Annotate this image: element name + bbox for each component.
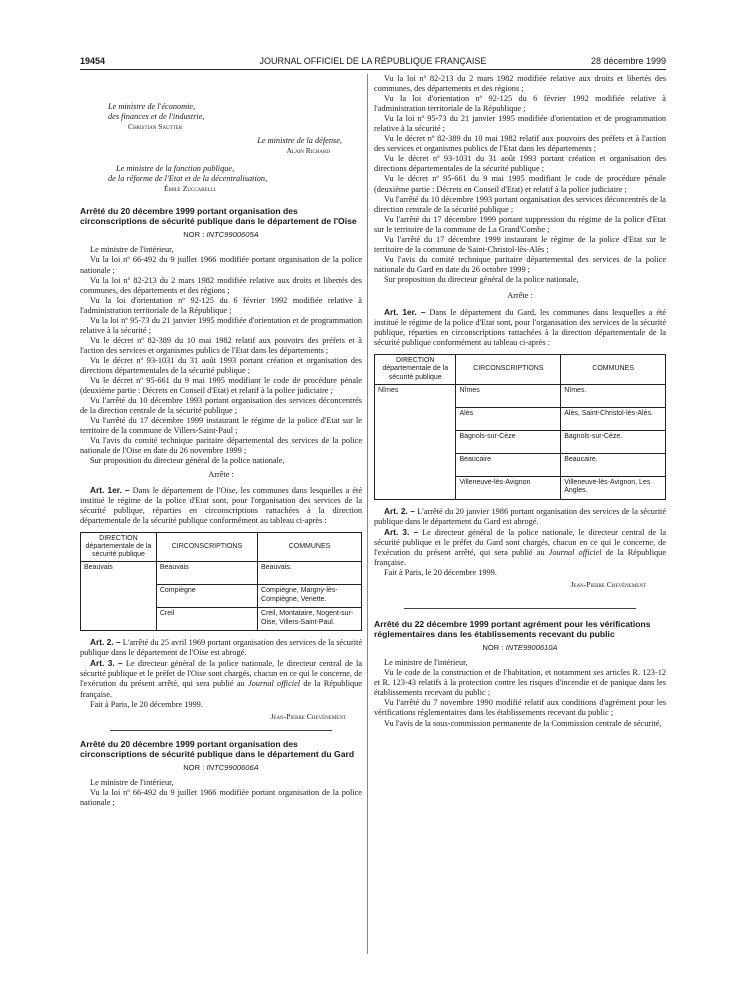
circonscription-cell: Bagnols-sur-Cèze xyxy=(456,430,561,453)
direction-cell: Nîmes xyxy=(375,384,456,499)
signature-block-economie xyxy=(80,102,362,132)
article-1: Art. 1er. – Dans le département du Gard, les communes dans lesquelles a été institué le régime de la police d'Etat sont, pour l'organisation des services de la sécurité publique, réparties en circonscriptions rattachées à la direction départementale de la sécurité publique conformément au tableau ci-après : xyxy=(374,307,666,348)
circonscription-cell: Beauvais xyxy=(156,562,257,585)
communes-cell: Compiègne, Margny-lès-Compiègne, Venette. xyxy=(258,585,362,608)
circonscription-cell: Beaucaire xyxy=(456,453,561,476)
visa-paragraph: Vu le décret nº 95-661 du 9 mai 1995 modifiant le code de procédure pénale (deuxième partie : Décrets en Conseil d'Etat) et relatif à la police judiciaire ; xyxy=(80,376,362,396)
signatory-name: Jean-Pierre Chevènement xyxy=(270,711,346,721)
right-column xyxy=(374,74,666,729)
fait-a-paris: Fait à Paris, le 20 décembre 1999. xyxy=(384,568,497,578)
column-header-circonscriptions: CIRCONSCRIPTIONS xyxy=(456,355,561,385)
signature-title: des finances et de l'industrie, xyxy=(108,112,205,122)
signature-block-defense xyxy=(80,136,362,156)
signature-block-fonction-publique xyxy=(80,164,362,194)
column-header-communes: COMMUNES xyxy=(561,355,666,385)
page-header xyxy=(80,56,666,70)
circonscriptions-table-oise xyxy=(80,532,362,632)
column-header-direction: DIRECTION départementale de la sécurité publique xyxy=(81,532,157,562)
nor-reference: NOR : INTE9900610A xyxy=(482,643,558,653)
decree-visas xyxy=(80,245,362,466)
circonscription-cell: Villeneuve-lès-Avignon xyxy=(456,476,561,499)
signatory-name: Christian Sautter xyxy=(128,122,183,132)
decree-visas xyxy=(374,74,666,285)
header-rule xyxy=(80,69,666,70)
communes-cell: Beaucaire. xyxy=(561,453,666,476)
visa-paragraph: Vu la loi nº 66-492 du 9 juillet 1966 modifiée portant organisation de la police nationale ; xyxy=(80,787,362,807)
visa-paragraph: Vu l'arrêté du 10 décembre 1993 portant organisation des services déconcentrés de la direction centrale de la sécurité publique ; xyxy=(374,194,666,214)
visa-paragraph: Vu le décret nº 93-1031 du 31 août 1993 portant création et organisation des directions départementales de la sécurité publique ; xyxy=(374,154,666,174)
visa-paragraph: Vu la loi nº 82-213 du 2 mars 1982 modifiée relative aux droits et libertés des communes, des départements et des régions ; xyxy=(374,74,666,94)
visa-paragraph: Vu le code de la construction et de l'habitation, et notamment ses articles R. 123-12 et R. 123-43 relatifs à la protection contre les risques d'incendie et de panique dans les établissements recevant du public ; xyxy=(374,668,666,698)
visa-paragraph: Vu l'arrêté du 17 décembre 1999 instaurant le régime de la police d'Etat sur le territoire de la commune de Saint-Christol-lès-Alès ; xyxy=(374,234,666,254)
arrete-heading: Arrête : xyxy=(208,470,234,480)
article-1: Art. 1er. – Dans le département de l'Oise, les communes dans lesquelles a été institué le régime de la police d'Etat sont, pour l'organisation des services de la sécurité publique, réparties en circonscriptions rattachées à la direction départementale de la sécurité publique conformément au tableau ci-après : xyxy=(80,484,363,525)
communes-cell: Villeneuve-lès-Avignon, Les Angles. xyxy=(561,476,666,499)
nor-reference: NOR : INTC9900606A xyxy=(183,762,259,772)
article-2: Art. 2. – L'arrêté du 20 janvier 1986 portant organisation des services de la sécurité publique dans le département du Gard est abrogé. xyxy=(374,505,667,526)
communes-cell: Creil, Montataire, Nogent-sur-Oise, Villers-Saint-Paul. xyxy=(258,608,362,631)
visa-paragraph: Vu le décret nº 95-661 du 9 mai 1995 modifiant le code de procédure pénale (deuxième partie : Décrets en Conseil d'Etat) et relatif à la police judiciaire ; xyxy=(374,174,666,194)
article-2: Art. 2. – L'arrêté du 25 avril 1969 portant organisation des services de la sécurité publique dans le département de l'Oise est abrogé. xyxy=(80,637,362,658)
visa-paragraph: Sur proposition du directeur général de la police nationale, xyxy=(384,274,579,284)
visa-paragraph: Vu l'avis du comité technique paritaire départemental des services de la police nationale de l'Oise en date du 26 novembre 1999 ; xyxy=(80,436,362,456)
signature-title: Le ministre de la fonction publique, xyxy=(116,164,235,174)
visa-paragraph: Vu le décret nº 93-1031 du 31 août 1993 portant création et organisation des directions départementales de la sécurité publique ; xyxy=(80,355,362,375)
signature-title: Le ministre de la défense, xyxy=(257,136,342,146)
communes-cell: Beauvais. xyxy=(258,562,362,585)
visa-paragraph: Vu l'avis du comité technique paritaire départemental des services de la police nationale du Gard en date du 26 octobre 1999 ; xyxy=(374,254,666,274)
issue-date: 28 décembre 1999 xyxy=(590,56,666,66)
page-number: 19454 xyxy=(80,56,106,66)
column-separator xyxy=(367,74,368,954)
visa-paragraph: Vu l'arrêté du 10 décembre 1993 portant organisation des services déconcentrés de la direction centrale de la sécurité publique ; xyxy=(80,396,362,416)
circonscription-cell: Compiègne xyxy=(156,585,257,608)
article-3: Art. 3. – Le directeur général de la police nationale, le directeur central de la sécurité publique et le préfet de l'Oise sont chargés, chacun en ce qui le concerne, de l'exécution du présent arrêté, qui sera publié au Journal officiel de la République française. xyxy=(80,658,363,699)
circonscription-cell: Nîmes xyxy=(456,384,561,407)
visa-paragraph: Vu l'arrêté du 17 décembre 1999 instaurant le régime de la police d'Etat sur le territoire de la commune de Villers-Saint-Paul ; xyxy=(80,416,362,436)
visa-paragraph: Vu l'arrêté du 7 novembre 1990 modifié relatif aux conditions d'agrément pour les vérifications réglementaires dans les établissements recevant du public ; xyxy=(374,698,666,718)
decree-title-oise: Arrêté du 20 décembre 1999 portant organisation des circonscriptions de sécurité publique dans le département de l'Oise xyxy=(80,206,357,227)
journal-title: JOURNAL OFFICIEL DE LA RÉPUBLIQUE FRANÇAISE xyxy=(259,56,487,66)
circonscription-cell: Creil xyxy=(156,608,257,631)
section-divider xyxy=(110,730,332,731)
signature-title: de la réforme de l'Etat et de la décentralisation, xyxy=(108,174,268,184)
direction-cell: Beauvais xyxy=(81,562,157,631)
visa-paragraph: Sur proposition du directeur général de la police nationale, xyxy=(90,456,285,466)
left-column xyxy=(80,74,362,808)
communes-cell: Bagnols-sur-Cèze. xyxy=(561,430,666,453)
circonscription-cell: Alès xyxy=(456,407,561,430)
visa-paragraph: Le ministre de l'intérieur, xyxy=(384,658,468,668)
nor-reference: NOR : INTC9900605A xyxy=(183,230,259,240)
visa-paragraph: Vu la loi nº 95-73 du 21 janvier 1995 modifiée d'orientation et de programmation relative à la sécurité ; xyxy=(80,315,362,335)
column-header-circonscriptions: CIRCONSCRIPTIONS xyxy=(156,532,257,562)
table-row xyxy=(81,562,362,585)
fait-a-paris: Fait à Paris, le 20 décembre 1999. xyxy=(90,699,203,709)
section-divider xyxy=(404,608,636,609)
decree-title-agrement: Arrêté du 22 décembre 1999 portant agrément pour les vérifications réglementaires dans les établissements recevant du public xyxy=(374,619,651,640)
signatory-name: Jean-Pierre Chevènement xyxy=(570,580,646,590)
visa-paragraph: Vu l'avis de la sous-commission permanente de la Commission centrale de sécurité, xyxy=(384,718,662,728)
column-header-direction: DIRECTION départementale de la sécurité publique xyxy=(375,355,456,385)
communes-cell: Nîmes. xyxy=(561,384,666,407)
signatory-name: Émile Zuccarelli xyxy=(164,184,216,194)
visa-paragraph: Vu la loi d'orientation nº 92-125 du 6 février 1992 modifiée relative à l'administration territoriale de la République ; xyxy=(80,295,362,315)
decree-title-gard: Arrêté du 20 décembre 1999 portant organisation des circonscriptions de sécurité publique dans le département du Gard xyxy=(80,738,355,759)
visa-paragraph: Vu la loi nº 95-73 du 21 janvier 1995 modifiée d'orientation et de programmation relative à la sécurité ; xyxy=(374,114,666,134)
arrete-heading: Arrête : xyxy=(507,290,533,300)
circonscriptions-table-gard xyxy=(374,354,666,500)
decree-visas xyxy=(80,778,362,808)
communes-cell: Alès, Saint-Christol-lès-Alès. xyxy=(561,407,666,430)
column-header-communes: COMMUNES xyxy=(258,532,362,562)
table-row xyxy=(375,384,666,407)
signatory-name: Alain Richard xyxy=(286,146,330,156)
signature-title: Le ministre de l'économie, xyxy=(108,102,196,111)
visa-paragraph: Vu la loi nº 82-213 du 2 mars 1982 modifiée relative aux droits et libertés des communes, des départements et des régions ; xyxy=(80,275,362,295)
visa-paragraph: Vu la loi nº 66-492 du 9 juillet 1966 modifiée portant organisation de la police nationale ; xyxy=(80,255,362,275)
article-3: Art. 3. – Le directeur général de la police nationale, le directeur central de la sécurité publique et le préfet du Gard sont chargés, chacun en ce qui le concerne, de l'exécution du présent arrêté, qui sera publié au Journal officiel de la République française. xyxy=(374,526,666,568)
visa-paragraph: Vu le décret nº 82-389 du 10 mai 1982 relatif aux pouvoirs des préfets et à l'action des services et organismes publics de l'Etat dans les départements ; xyxy=(374,134,666,154)
visa-paragraph: Vu le décret nº 82-389 du 10 mai 1982 relatif aux pouvoirs des préfets et à l'action des services et organismes publics de l'Etat dans les départements ; xyxy=(80,335,362,355)
visa-paragraph: Le ministre de l'intérieur, xyxy=(90,777,174,787)
decree-visas xyxy=(374,658,666,728)
visa-paragraph: Le ministre de l'intérieur, xyxy=(90,245,174,255)
visa-paragraph: Vu la loi d'orientation nº 92-125 du 6 février 1992 modifiée relative à l'administration territoriale de la République ; xyxy=(374,94,666,114)
visa-paragraph: Vu l'arrêté du 17 décembre 1999 portant suppression du régime de la police d'Etat sur le territoire de la commune de La Grand'Combe ; xyxy=(374,214,666,234)
